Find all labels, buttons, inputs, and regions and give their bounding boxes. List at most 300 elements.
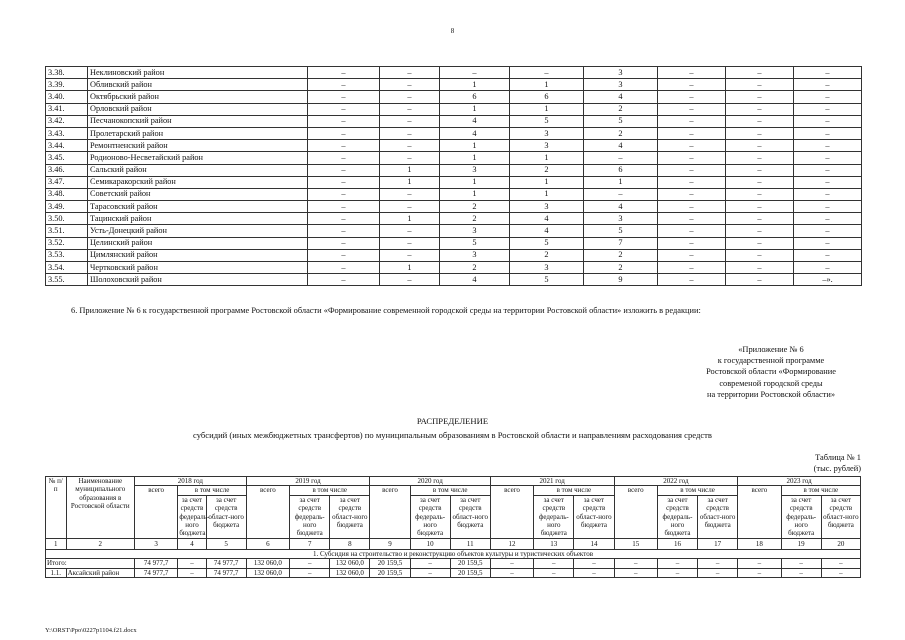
- district-name: Советский район: [88, 188, 308, 200]
- district-name: Родионово-Несветайский район: [88, 152, 308, 164]
- cell-value: 1: [510, 152, 584, 164]
- row-number: 3.54.: [46, 262, 88, 274]
- cell-value: –: [308, 249, 380, 261]
- row-number: 3.55.: [46, 274, 88, 286]
- total-header: всего: [246, 486, 289, 538]
- cell-value: –: [410, 559, 450, 568]
- column-number: 7: [290, 538, 330, 549]
- cell-value: –: [380, 79, 440, 91]
- column-number: 17: [698, 538, 738, 549]
- district-name: Ремонтненский район: [88, 140, 308, 152]
- cell-value: 4: [440, 274, 510, 286]
- table-units: (тыс. рублей): [813, 464, 861, 473]
- page-number: 8: [450, 27, 455, 35]
- total-header: всего: [738, 486, 781, 538]
- cell-value: –: [440, 67, 510, 79]
- cell-value: –: [794, 103, 862, 115]
- cell-value: 1: [380, 176, 440, 188]
- row-number: 3.46.: [46, 164, 88, 176]
- incl-header: в том числе: [290, 486, 370, 495]
- cell-value: 3: [510, 201, 584, 213]
- cell-value: –: [658, 262, 726, 274]
- column-number: 2: [66, 538, 134, 549]
- cell-value: 1: [510, 79, 584, 91]
- cell-value: –: [658, 91, 726, 103]
- table-row: [46, 91, 862, 103]
- cell-value: 6: [584, 164, 658, 176]
- col-num-header: № п/п: [46, 477, 67, 539]
- column-number: 19: [781, 538, 821, 549]
- incl-header: в том числе: [410, 486, 490, 495]
- cell-value: 2: [584, 262, 658, 274]
- regional-header: за счет средств област-ного бюджета: [574, 495, 614, 538]
- cell-value: –: [380, 249, 440, 261]
- cell-value: –: [178, 568, 206, 577]
- cell-value: –: [794, 67, 862, 79]
- cell-value: –: [726, 67, 794, 79]
- cell-value: –: [794, 127, 862, 139]
- table-row: [46, 559, 861, 568]
- appendix-line: на территории Ростовской области»: [706, 389, 836, 399]
- district-name: Аксайский район: [66, 568, 134, 577]
- cell-value: –: [658, 152, 726, 164]
- cell-value: 3: [510, 262, 584, 274]
- cell-value: –: [658, 103, 726, 115]
- column-number: 16: [657, 538, 697, 549]
- row-number: 1.1.: [46, 568, 67, 577]
- cell-value: 3: [584, 67, 658, 79]
- cell-value: –: [726, 140, 794, 152]
- cell-value: –: [380, 91, 440, 103]
- table-row: [46, 262, 862, 274]
- cell-value: 4: [510, 225, 584, 237]
- cell-value: –: [658, 79, 726, 91]
- column-number: 1: [46, 538, 67, 549]
- regional-header: за счет средств област-ного бюджета: [821, 495, 860, 538]
- row-number: 3.48.: [46, 188, 88, 200]
- document-subtitle: субсидий (иных межбюджетных трансфертов) по муниципальным образованиям в Ростовской области и направлениям расходования средств: [193, 430, 712, 440]
- cell-value: –: [794, 91, 862, 103]
- cell-value: –: [794, 152, 862, 164]
- cell-value: –: [308, 225, 380, 237]
- regional-header: за счет средств област-ного бюджета: [450, 495, 490, 538]
- cell-value: 132 060,0: [246, 559, 289, 568]
- cell-value: 5: [510, 274, 584, 286]
- district-name: Обливский район: [88, 79, 308, 91]
- cell-value: –: [726, 176, 794, 188]
- cell-value: –: [658, 213, 726, 225]
- column-number: 18: [738, 538, 781, 549]
- cell-value: 5: [584, 115, 658, 127]
- cell-value: 3: [510, 140, 584, 152]
- table-row: [46, 176, 862, 188]
- cell-value: –: [380, 103, 440, 115]
- cell-value: 1: [510, 188, 584, 200]
- cell-value: –: [510, 67, 584, 79]
- year-header: 2018 год: [134, 477, 246, 486]
- district-name: Тарасовский район: [88, 201, 308, 213]
- cell-value: –: [380, 201, 440, 213]
- cell-value: 1: [380, 262, 440, 274]
- cell-value: 74 977,7: [134, 559, 177, 568]
- row-number: 3.44.: [46, 140, 88, 152]
- row-number: 3.42.: [46, 115, 88, 127]
- cell-value: –: [794, 79, 862, 91]
- cell-value: 2: [510, 249, 584, 261]
- cell-value: 1: [584, 176, 658, 188]
- cell-value: –: [380, 115, 440, 127]
- total-header: всего: [614, 486, 657, 538]
- cell-value: 3: [584, 79, 658, 91]
- total-header: всего: [134, 486, 177, 538]
- table-row: [46, 103, 862, 115]
- cell-value: –: [308, 262, 380, 274]
- cell-value: –: [658, 274, 726, 286]
- incl-header: в том числе: [534, 486, 614, 495]
- cell-value: –: [308, 103, 380, 115]
- cell-value: 74 977,7: [206, 568, 246, 577]
- table-row: [46, 568, 861, 577]
- cell-value: –: [574, 559, 614, 568]
- cell-value: –: [794, 249, 862, 261]
- cell-value: 132 060,0: [330, 568, 370, 577]
- year-header: 2020 год: [370, 477, 490, 486]
- table-row: [46, 67, 862, 79]
- column-number: 4: [178, 538, 206, 549]
- table-row: [46, 79, 862, 91]
- cell-value: –: [308, 152, 380, 164]
- cell-value: 2: [510, 164, 584, 176]
- cell-value: –: [794, 201, 862, 213]
- cell-value: –: [794, 164, 862, 176]
- cell-value: 3: [440, 225, 510, 237]
- cell-value: –: [658, 164, 726, 176]
- appendix-line: современой городской среды: [719, 378, 823, 388]
- cell-value: –: [658, 115, 726, 127]
- cell-value: 5: [584, 225, 658, 237]
- cell-value: –: [794, 262, 862, 274]
- cell-value: 3: [510, 127, 584, 139]
- cell-value: –: [658, 127, 726, 139]
- year-header: 2021 год: [490, 477, 614, 486]
- cell-value: 2: [584, 127, 658, 139]
- cell-value: –: [380, 188, 440, 200]
- row-number: 3.52.: [46, 237, 88, 249]
- cell-value: 2: [584, 249, 658, 261]
- row-number: 3.39.: [46, 79, 88, 91]
- cell-value: –: [308, 237, 380, 249]
- row-number: 3.38.: [46, 67, 88, 79]
- appendix-line: к государственной программе: [717, 356, 825, 366]
- cell-value: –: [658, 67, 726, 79]
- cell-value: –: [658, 237, 726, 249]
- table-caption: [814, 452, 861, 474]
- total-header: всего: [490, 486, 533, 538]
- district-name: Орловский район: [88, 103, 308, 115]
- regional-header: за счет средств област-ного бюджета: [206, 495, 246, 538]
- column-number: 13: [534, 538, 574, 549]
- cell-value: –: [794, 176, 862, 188]
- cell-value: –: [821, 568, 860, 577]
- year-header: 2022 год: [614, 477, 738, 486]
- row-label: Итого:: [46, 559, 135, 568]
- cell-value: –: [308, 213, 380, 225]
- year-header: 2019 год: [246, 477, 370, 486]
- appendix-heading: [681, 344, 861, 400]
- column-number: 8: [330, 538, 370, 549]
- cell-value: 5: [510, 115, 584, 127]
- cell-value: –: [614, 568, 657, 577]
- column-number: 6: [246, 538, 289, 549]
- row-number: 3.53.: [46, 249, 88, 261]
- cell-value: –: [574, 568, 614, 577]
- file-path-footer: Y:\ORST\Ppo\0227p1104.f21.docx: [45, 627, 137, 634]
- cell-value: 1: [380, 164, 440, 176]
- federal-header: за счет средств федераль-ного бюджета: [781, 495, 821, 538]
- federal-header: за счет средств федераль-ного бюджета: [534, 495, 574, 538]
- row-number: 3.49.: [46, 201, 88, 213]
- cell-value: –: [534, 568, 574, 577]
- cell-value: –: [290, 559, 330, 568]
- district-name: Октябрьский район: [88, 91, 308, 103]
- cell-value: –: [178, 559, 206, 568]
- cell-value: 6: [510, 91, 584, 103]
- row-number: 3.47.: [46, 176, 88, 188]
- document-title: РАСПРЕДЕЛЕНИЕ: [416, 416, 489, 426]
- cell-value: 7: [584, 237, 658, 249]
- column-number: 9: [370, 538, 410, 549]
- col-name-header: Наименование муниципального образования в Ростовской области: [66, 477, 134, 539]
- cell-value: –: [308, 115, 380, 127]
- cell-value: –: [781, 568, 821, 577]
- cell-value: –: [726, 79, 794, 91]
- district-name: Песчанокопский район: [88, 115, 308, 127]
- cell-value: 1: [440, 103, 510, 115]
- cell-value: –».: [794, 274, 862, 286]
- cell-value: –: [380, 274, 440, 286]
- cell-value: –: [657, 568, 697, 577]
- column-number: 15: [614, 538, 657, 549]
- cell-value: 3: [584, 213, 658, 225]
- cell-value: –: [726, 237, 794, 249]
- districts-table: [45, 66, 862, 286]
- cell-value: –: [308, 140, 380, 152]
- cell-value: 9: [584, 274, 658, 286]
- year-header: 2023 год: [738, 477, 861, 486]
- cell-value: –: [308, 164, 380, 176]
- column-number: 5: [206, 538, 246, 549]
- table-row: [46, 237, 862, 249]
- cell-value: 132 060,0: [330, 559, 370, 568]
- table-row: [46, 152, 862, 164]
- cell-value: –: [658, 176, 726, 188]
- cell-value: –: [726, 152, 794, 164]
- table-row: [46, 274, 862, 286]
- incl-header: в том числе: [781, 486, 860, 495]
- cell-value: –: [490, 568, 533, 577]
- district-name: Целинский район: [88, 237, 308, 249]
- cell-value: –: [614, 559, 657, 568]
- row-number: 3.41.: [46, 103, 88, 115]
- table-row: [46, 164, 862, 176]
- federal-header: за счет средств федераль-ного бюджета: [410, 495, 450, 538]
- regional-header: за счет средств област-ного бюджета: [698, 495, 738, 538]
- cell-value: –: [726, 262, 794, 274]
- incl-header: в том числе: [178, 486, 246, 495]
- cell-value: –: [726, 103, 794, 115]
- cell-value: –: [308, 201, 380, 213]
- row-number: 3.50.: [46, 213, 88, 225]
- column-number: 20: [821, 538, 860, 549]
- cell-value: 3: [440, 249, 510, 261]
- table-row: [46, 213, 862, 225]
- cell-value: 4: [584, 91, 658, 103]
- cell-value: 20 159,5: [370, 559, 410, 568]
- cell-value: 74 977,7: [206, 559, 246, 568]
- cell-value: –: [794, 115, 862, 127]
- cell-value: 1: [440, 176, 510, 188]
- cell-value: 4: [440, 127, 510, 139]
- cell-value: 4: [584, 201, 658, 213]
- cell-value: –: [794, 237, 862, 249]
- table-row: [46, 225, 862, 237]
- cell-value: –: [308, 274, 380, 286]
- cell-value: –: [658, 188, 726, 200]
- table-row: [46, 127, 862, 139]
- cell-value: –: [534, 559, 574, 568]
- incl-header: в том числе: [657, 486, 737, 495]
- cell-value: 5: [510, 237, 584, 249]
- column-number: 11: [450, 538, 490, 549]
- cell-value: 1: [510, 176, 584, 188]
- cell-value: 20 159,5: [370, 568, 410, 577]
- cell-value: –: [726, 213, 794, 225]
- row-number: 3.51.: [46, 225, 88, 237]
- cell-value: –: [821, 559, 860, 568]
- cell-value: –: [726, 115, 794, 127]
- district-name: Неклиновский район: [88, 67, 308, 79]
- cell-value: –: [410, 568, 450, 577]
- cell-value: 20 159,5: [450, 568, 490, 577]
- cell-value: –: [726, 249, 794, 261]
- total-header: всего: [370, 486, 410, 538]
- cell-value: –: [308, 127, 380, 139]
- cell-value: –: [308, 91, 380, 103]
- instruction-paragraph: 6. Приложение № 6 к государственной программе Ростовской области «Формирование современной городской среды на территории Ростовской области» изложить в редакции:: [71, 306, 701, 315]
- appendix-line: Ростовской области «Формирование: [706, 367, 836, 377]
- district-name: Шолоховский район: [88, 274, 308, 286]
- cell-value: –: [738, 568, 781, 577]
- district-name: Семикаракорский район: [88, 176, 308, 188]
- cell-value: –: [380, 140, 440, 152]
- cell-value: 4: [510, 213, 584, 225]
- cell-value: 1: [440, 79, 510, 91]
- cell-value: –: [380, 67, 440, 79]
- district-name: Чертковский район: [88, 262, 308, 274]
- cell-value: –: [308, 176, 380, 188]
- district-name: Цимлянский район: [88, 249, 308, 261]
- cell-value: –: [658, 225, 726, 237]
- cell-value: –: [794, 213, 862, 225]
- cell-value: –: [726, 164, 794, 176]
- table-label: Таблица № 1: [815, 453, 861, 462]
- cell-value: 132 060,0: [246, 568, 289, 577]
- cell-value: 6: [440, 91, 510, 103]
- cell-value: 2: [440, 213, 510, 225]
- cell-value: –: [308, 79, 380, 91]
- column-number: 3: [134, 538, 177, 549]
- cell-value: –: [308, 188, 380, 200]
- cell-value: 1: [440, 140, 510, 152]
- cell-value: –: [726, 188, 794, 200]
- column-number: 14: [574, 538, 614, 549]
- column-number: 10: [410, 538, 450, 549]
- regional-header: за счет средств област-ного бюджета: [330, 495, 370, 538]
- cell-value: 4: [440, 115, 510, 127]
- cell-value: 5: [440, 237, 510, 249]
- cell-value: –: [380, 127, 440, 139]
- federal-header: за счет средств федераль-ного бюджета: [179, 495, 210, 538]
- cell-value: 2: [584, 103, 658, 115]
- cell-value: –: [658, 201, 726, 213]
- cell-value: –: [380, 237, 440, 249]
- table-row: [46, 249, 862, 261]
- cell-value: –: [584, 188, 658, 200]
- cell-value: –: [698, 559, 738, 568]
- cell-value: –: [726, 201, 794, 213]
- cell-value: 2: [440, 262, 510, 274]
- district-name: Пролетарский район: [88, 127, 308, 139]
- cell-value: –: [657, 559, 697, 568]
- cell-value: –: [726, 225, 794, 237]
- cell-value: 3: [440, 164, 510, 176]
- column-number: 12: [490, 538, 533, 549]
- district-name: Тацинский район: [88, 213, 308, 225]
- cell-value: 20 159,5: [450, 559, 490, 568]
- row-number: 3.45.: [46, 152, 88, 164]
- row-number: 3.43.: [46, 127, 88, 139]
- cell-value: 1: [440, 152, 510, 164]
- section-title: 1. Субсидия на строительство и реконструкцию объектов культуры и туристических объектов: [46, 549, 861, 558]
- cell-value: –: [794, 140, 862, 152]
- cell-value: –: [584, 152, 658, 164]
- cell-value: 4: [584, 140, 658, 152]
- row-number: 3.40.: [46, 91, 88, 103]
- cell-value: 1: [510, 103, 584, 115]
- cell-value: –: [490, 559, 533, 568]
- table-row: [46, 115, 862, 127]
- federal-header: за счет средств федераль-ного бюджета: [657, 495, 697, 538]
- cell-value: –: [380, 152, 440, 164]
- cell-value: –: [781, 559, 821, 568]
- cell-value: –: [726, 274, 794, 286]
- table-row: [46, 188, 862, 200]
- table-row: [46, 140, 862, 152]
- cell-value: 74 977,7: [134, 568, 177, 577]
- cell-value: –: [726, 91, 794, 103]
- cell-value: 1: [380, 213, 440, 225]
- cell-value: –: [698, 568, 738, 577]
- district-name: Усть-Донецкий район: [88, 225, 308, 237]
- cell-value: –: [658, 249, 726, 261]
- appendix-line: «Приложение № 6: [738, 345, 804, 354]
- cell-value: –: [308, 67, 380, 79]
- cell-value: –: [794, 225, 862, 237]
- cell-value: –: [794, 188, 862, 200]
- federal-header: за счет средств федераль-ного бюджета: [290, 495, 330, 538]
- cell-value: –: [726, 127, 794, 139]
- cell-value: –: [380, 225, 440, 237]
